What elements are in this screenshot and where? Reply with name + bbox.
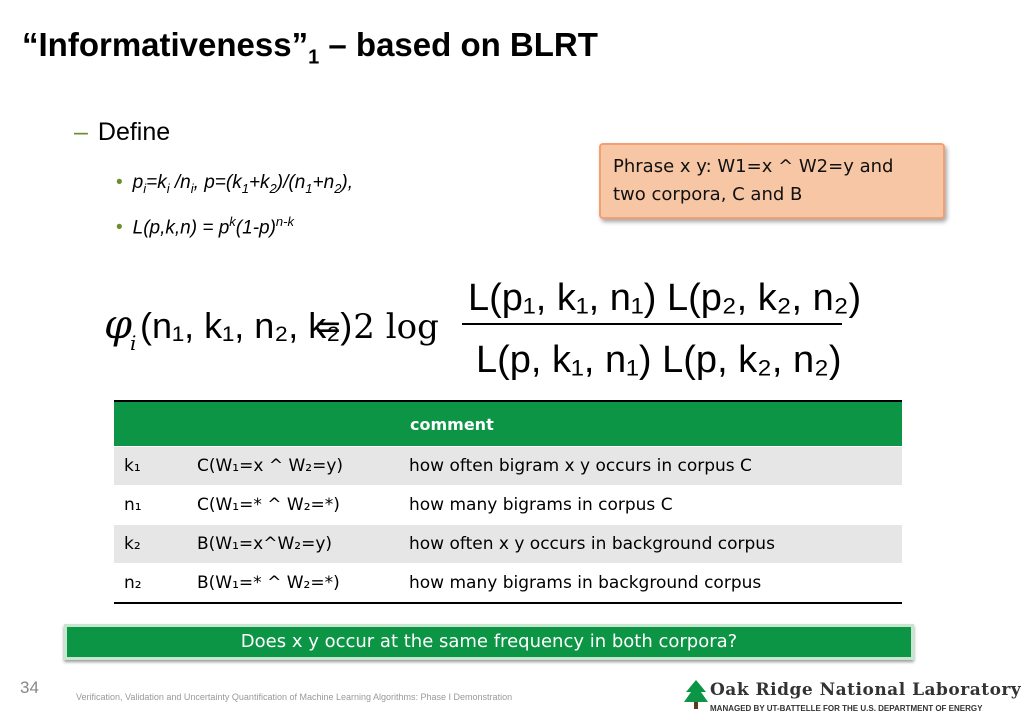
table-row (114, 564, 902, 604)
blrt-formula (100, 268, 860, 383)
footer-text: Verification, Validation and Uncertainty Quantification of Machine Learning Algorithms: Phase I Demonstration (76, 692, 513, 702)
table-cell-expr: C(W₁=x ^ W₂=y) (197, 447, 409, 486)
bullet1-text: +n (312, 172, 335, 193)
table-cell-comment: how many bigrams in corpus C (409, 486, 902, 525)
bullet1-sub: 1 (305, 180, 313, 196)
bullet1-sub: 2 (269, 180, 277, 196)
table-row (114, 525, 902, 564)
table-header-cell (197, 401, 409, 447)
question-banner: Does x y occur at the same frequency in both corpora? (64, 624, 914, 660)
bullet2-text: (1-p) (235, 217, 276, 239)
bullet1-text: +k (248, 172, 270, 193)
ornl-logo (684, 678, 1021, 718)
variables-table (114, 400, 902, 604)
logo-name: Oak Ridge National Laboratory (710, 680, 1021, 700)
bullet1-sub: i (190, 180, 194, 196)
title-rest: – based on BLRT (319, 26, 598, 63)
bullet-dot: • (116, 217, 123, 239)
formula-numerator: L(p₁, k₁, n₁) L(p₂, k₂, n₂) (468, 277, 862, 319)
bullet1-text: =k (146, 172, 167, 193)
table-cell-comment: how many bigrams in background corpus (409, 564, 902, 604)
table-cell-var: k₁ (114, 447, 197, 486)
bullet-dot: • (116, 172, 123, 193)
table-cell-var: n₁ (114, 486, 197, 525)
table-header-row (114, 401, 902, 447)
bullet-likelihood (116, 214, 294, 239)
phrase-callout: Phrase x y: W1=x ^ W2=y and two corpora, C and B (599, 143, 945, 219)
page-number: 34 (20, 678, 39, 697)
bullet1-sub: i (143, 180, 147, 196)
table-cell-var: k₂ (114, 525, 197, 564)
formula-phi-sub: i (130, 331, 137, 355)
bullet2-sup: n-k (275, 214, 294, 229)
table-row (114, 447, 902, 486)
bullet2-sup: k (229, 214, 236, 229)
table-cell-comment: how often x y occurs in background corpus (409, 525, 902, 564)
formula-phi: φ (104, 302, 133, 348)
formula-equals-log: = 2 log (314, 307, 439, 347)
bullet1-sub: 2 (334, 180, 342, 196)
table-header-cell (114, 401, 197, 447)
table-cell-expr: B(W₁=x^W₂=y) (197, 525, 409, 564)
bullet1-sub: i (166, 180, 170, 196)
slide-title (22, 26, 598, 70)
table-row (114, 486, 902, 525)
dash-glyph: – (74, 118, 88, 146)
bullet1-text: , p=(k (193, 172, 242, 193)
bullet1-sub: 1 (241, 180, 249, 196)
bullet2-text: L(p,k,n) = p (132, 217, 230, 239)
table-header-comment: comment (409, 401, 902, 447)
logo-subtitle: MANAGED BY UT-BATTELLE FOR THE U.S. DEPARTMENT OF ENERGY (710, 704, 983, 713)
bullet-probabilities (116, 172, 353, 196)
bullet1-text: )/(n (276, 172, 306, 193)
define-label: Define (97, 118, 171, 146)
table-cell-expr: C(W₁=* ^ W₂=*) (197, 486, 409, 525)
bullet1-text: /n (169, 172, 191, 193)
title-subscript: 1 (308, 46, 320, 69)
formula-lhs-args: (n₁, k₁, n₂, k₂) (140, 305, 353, 346)
define-heading (74, 118, 170, 147)
bullet1-text: ), (341, 172, 354, 193)
table-cell-expr: B(W₁=* ^ W₂=*) (197, 564, 409, 604)
title-main: “Informativeness” (22, 26, 309, 63)
tree-icon (684, 680, 708, 710)
bullet1-text: p (132, 172, 144, 193)
table-cell-comment: how often bigram x y occurs in corpus C (409, 447, 902, 486)
table-cell-var: n₂ (114, 564, 197, 604)
formula-denominator: L(p, k₁, n₁) L(p, k₂, n₂) (476, 339, 842, 381)
